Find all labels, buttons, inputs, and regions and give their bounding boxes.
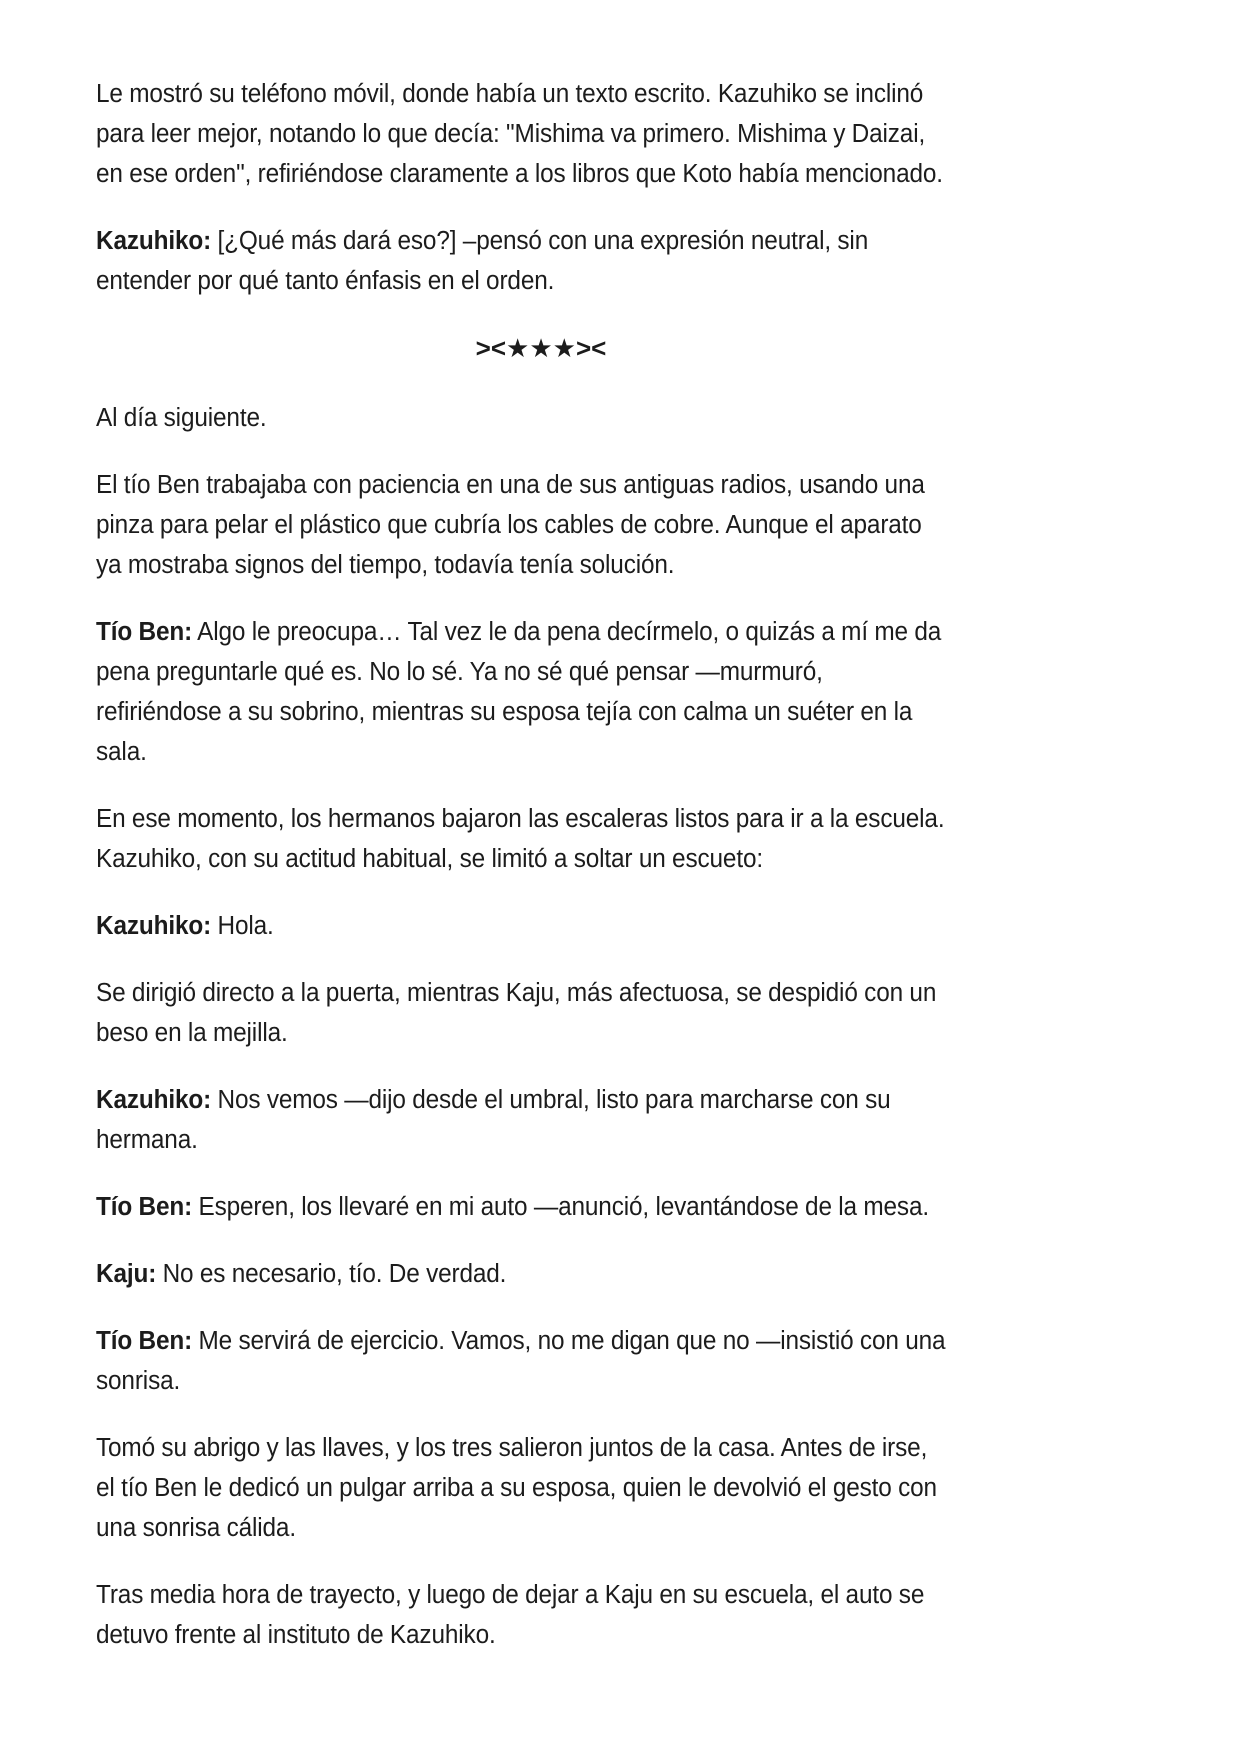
- scene-divider: [96, 328, 986, 368]
- dialogue-line-kazuhiko-3: [96, 1080, 946, 1160]
- dialogue-line-kazuhiko-1: [96, 221, 946, 301]
- paragraph-p1: Le mostró su teléfono móvil, donde había un texto escrito. Kazuhiko se inclinó para leer mejor, notando lo que decía: "Mishima va primero. Mishima y Daizai, en ese orden", refiriéndose claramente a los libros que Koto había mencionado.: [96, 80, 943, 188]
- dialogue-line-tio-ben-1: [96, 612, 946, 772]
- speaker-label: Kazuhiko:: [96, 912, 212, 940]
- dialogue-text: Esperen, los llevaré en mi auto —anunció, levantándose de la mesa.: [192, 1193, 929, 1221]
- star-divider-glyphs: ><★★★><: [475, 333, 607, 363]
- speaker-label: Tío Ben:: [96, 1193, 193, 1221]
- dialogue-text: Nos vemos —dijo desde el umbral, listo para marcharse con su hermana.: [96, 1086, 891, 1154]
- paragraph-p8: Se dirigió directo a la puerta, mientras Kaju, más afectuosa, se despidió con un beso en la mejilla.: [96, 979, 937, 1047]
- speaker-label: Tío Ben:: [96, 1327, 193, 1355]
- dialogue-text: [¿Qué más dará eso?] –pensó con una expresión neutral, sin entender por qué tanto énfasis en el orden.: [96, 227, 869, 295]
- paragraph-p14: Tras media hora de trayecto, y luego de dejar a Kaju en su escuela, el auto se detuvo frente al instituto de Kazuhiko.: [96, 1581, 925, 1649]
- paragraph-p3: Al día siguiente.: [96, 404, 267, 432]
- dialogue-line-kaju-1: [96, 1254, 946, 1294]
- paragraph-p6: En ese momento, los hermanos bajaron las escaleras listos para ir a la escuela. Kazuhiko, con su actitud habitual, se limitó a soltar un escueto:: [96, 805, 945, 873]
- speaker-label: Tío Ben:: [96, 618, 193, 646]
- dialogue-text: Hola.: [211, 912, 274, 940]
- dialogue-line-kazuhiko-2: [96, 906, 946, 946]
- dialogue-text: No es necesario, tío. De verdad.: [156, 1260, 507, 1288]
- paragraph-p13: Tomó su abrigo y las llaves, y los tres salieron juntos de la casa. Antes de irse, el tío Ben le dedicó un pulgar arriba a su esposa, quien le devolvió el gesto con una sonrisa cálida.: [96, 1434, 937, 1542]
- speaker-label: Kazuhiko:: [96, 1086, 212, 1114]
- paragraph-p4: El tío Ben trabajaba con paciencia en una de sus antiguas radios, usando una pinza para pelar el plástico que cubría los cables de cobre. Aunque el aparato ya mostraba signos del tiempo, todavía tenía solución.: [96, 471, 925, 579]
- dialogue-line-tio-ben-2: [96, 1187, 946, 1227]
- document-body: [96, 74, 986, 1655]
- dialogue-text: Algo le preocupa… Tal vez le da pena decírmelo, o quizás a mí me da pena preguntarle qué es. No lo sé. Ya no sé qué pensar —murmuró, refiriéndose a su sobrino, mientras su esposa tejía con calma un suéter en la sala.: [96, 618, 942, 766]
- dialogue-text: Me servirá de ejercicio. Vamos, no me digan que no —insistió con una sonrisa.: [96, 1327, 946, 1395]
- speaker-label: Kaju:: [96, 1260, 157, 1288]
- speaker-label: Kazuhiko:: [96, 227, 212, 255]
- dialogue-line-tio-ben-3: [96, 1321, 946, 1401]
